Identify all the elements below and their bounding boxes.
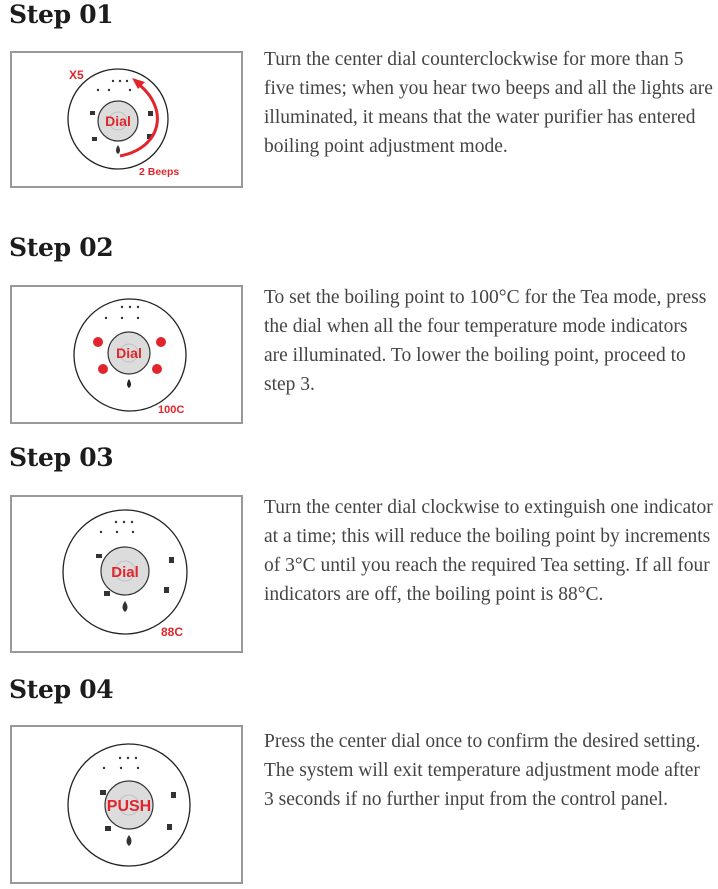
annotation-x5: X5 <box>69 68 84 82</box>
step-02-text: To set the boiling point to 100°C for the Tea mode, press the dial when all the four temperature mode indicators are illuminated. To lower the boiling point, proceed to step 3. <box>264 287 707 395</box>
step-03-panel-figure <box>10 495 243 653</box>
step-02-panel-figure <box>10 285 243 424</box>
control-panel-diagram <box>12 497 245 655</box>
step-01-panel-figure <box>10 51 243 188</box>
step-03-title: Step 03 <box>9 443 114 472</box>
control-panel-diagram <box>12 727 245 886</box>
annotation-2-beeps: 2 Beeps <box>139 166 180 178</box>
step-01-title: Step 01 <box>9 0 114 29</box>
step-03-text: Turn the center dial clockwise to extinguish one indicator at a time; this will reduce the boiling point by increments of 3°C until you reach the required Tea setting. If all four indicators are off, the boiling point is 88°C. <box>264 497 713 605</box>
dial-label: Dial <box>116 345 142 361</box>
annotation-100c: 100C <box>158 404 185 416</box>
control-panel-diagram <box>12 287 245 426</box>
dial-label: PUSH <box>106 798 152 815</box>
dial-label: Dial <box>105 113 131 129</box>
step-01-text: Turn the center dial counterclockwise for more than 5 five times; when you hear two beeps and all the lights are illuminated, it means that the water purifier has entered boiling point adjustment mode. <box>264 49 713 157</box>
dial-label: Dial <box>111 564 139 581</box>
step-04-title: Step 04 <box>9 675 114 704</box>
step-02-title: Step 02 <box>9 233 114 262</box>
step-04-text: Press the center dial once to confirm the desired setting. The system will exit temperature adjustment mode after 3 seconds if no further input from the control panel. <box>264 731 701 810</box>
step-04-panel-figure <box>10 725 243 884</box>
annotation-88c: 88C <box>161 625 184 639</box>
control-panel-diagram <box>12 53 245 190</box>
